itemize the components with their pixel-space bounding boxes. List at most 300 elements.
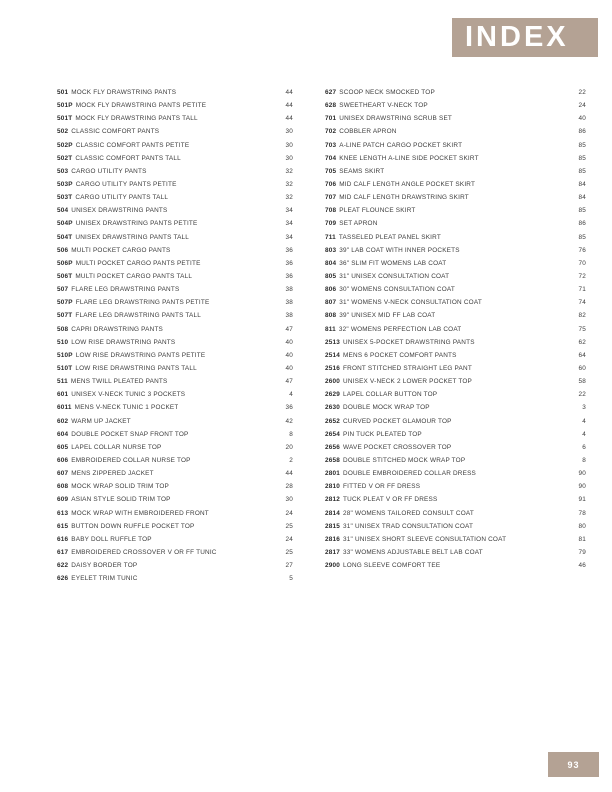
- index-entry: [57, 507, 293, 520]
- entry-page-number: 81: [578, 535, 586, 543]
- entry-page-number: 30: [285, 496, 293, 504]
- entry-text: [57, 507, 209, 520]
- entry-page-number: 38: [285, 286, 293, 294]
- entry-code: 502P: [57, 141, 73, 149]
- index-entry: [57, 493, 293, 506]
- entry-text: [325, 217, 378, 230]
- entry-text: [325, 375, 472, 388]
- entry-code: 806: [325, 286, 337, 294]
- entry-page-number: 85: [578, 167, 586, 175]
- index-entry: [57, 559, 293, 572]
- index-entry: [325, 309, 586, 322]
- entry-code: 2656: [325, 443, 341, 451]
- entry-text: [57, 415, 131, 428]
- entry-text: [325, 86, 435, 99]
- entry-text: [57, 191, 168, 204]
- entry-code: 2630: [325, 404, 341, 412]
- entry-text: [57, 401, 178, 414]
- entry-name: BABY DOLL RUFFLE TOP: [71, 535, 152, 543]
- entry-page-number: 36: [285, 404, 293, 412]
- entry-name: CAPRI DRAWSTRING PANTS: [71, 325, 164, 333]
- entry-name: MULTI POCKET CARGO PANTS TALL: [75, 272, 193, 280]
- entry-page-number: 70: [578, 259, 586, 267]
- entry-page-number: 4: [582, 430, 586, 438]
- entry-page-number: 40: [578, 115, 586, 123]
- index-entry: [57, 125, 293, 138]
- entry-page-number: 42: [285, 417, 293, 425]
- entry-name: LOW RISE DRAWSTRING PANTS: [71, 338, 176, 346]
- entry-page-number: 85: [578, 141, 586, 149]
- entry-text: [57, 257, 201, 270]
- entry-name: FRONT STITCHED STRAIGHT LEG PANT: [343, 364, 472, 372]
- entry-name: DOUBLE STITCHED MOCK WRAP TOP: [343, 456, 466, 464]
- entry-text: [57, 572, 138, 585]
- entry-code: 2810: [325, 483, 341, 491]
- entry-text: [325, 178, 475, 191]
- entry-page-number: 47: [285, 325, 293, 333]
- entry-code: 704: [325, 154, 337, 162]
- entry-page-number: 30: [285, 154, 293, 162]
- entry-page-number: 4: [582, 417, 586, 425]
- index-entry: [325, 480, 586, 493]
- entry-text: [57, 441, 162, 454]
- entry-page-number: 84: [578, 194, 586, 202]
- entry-name: MENS 6 POCKET COMFORT PANTS: [343, 351, 457, 359]
- index-entry: [57, 112, 293, 125]
- entry-page-number: 86: [578, 128, 586, 136]
- index-entry: [57, 99, 293, 112]
- entry-text: [325, 362, 472, 375]
- entry-name: 33" WOMENS ADJUSTABLE BELT LAB COAT: [343, 548, 483, 556]
- index-entry: [325, 507, 586, 520]
- index-entry: [57, 309, 293, 322]
- entry-text: [325, 309, 435, 322]
- entry-code: 508: [57, 325, 69, 333]
- entry-text: [57, 480, 169, 493]
- index-entry: [57, 388, 293, 401]
- index-entry: [325, 152, 586, 165]
- entry-name: LAPEL COLLAR BUTTON TOP: [343, 391, 438, 399]
- entry-code: 506: [57, 246, 69, 254]
- entry-page-number: 22: [578, 391, 586, 399]
- entry-name: MOCK FLY DRAWSTRING PANTS: [71, 89, 177, 96]
- entry-code: 702: [325, 128, 337, 136]
- entry-code: 707: [325, 194, 337, 202]
- entry-code: 510: [57, 338, 69, 346]
- entry-name: MOCK FLY DRAWSTRING PANTS PETITE: [75, 102, 207, 110]
- entry-name: EMBROIDERED COLLAR NURSE TOP: [71, 456, 191, 464]
- entry-text: [325, 388, 437, 401]
- entry-name: UNISEX DRAWSTRING PANTS: [71, 207, 168, 215]
- entry-name: CURVED POCKET GLAMOUR TOP: [343, 417, 452, 425]
- entry-code: 511: [57, 378, 68, 386]
- entry-name: UNISEX V-NECK TUNIC 3 POCKETS: [71, 391, 186, 399]
- entry-code: 604: [57, 430, 69, 438]
- entry-text: [325, 559, 440, 572]
- entry-code: 2815: [325, 522, 341, 530]
- entry-code: 626: [57, 575, 69, 583]
- index-entry: [325, 217, 586, 230]
- entry-code: 2817: [325, 548, 341, 556]
- entry-name: 39" UNISEX MID FF LAB COAT: [339, 312, 436, 320]
- entry-code: 2801: [325, 470, 341, 478]
- index-entry: [325, 99, 586, 112]
- index-entry: [57, 231, 293, 244]
- index-entry: [325, 125, 586, 138]
- entry-text: [325, 441, 451, 454]
- entry-page-number: 86: [578, 220, 586, 228]
- entry-page-number: 34: [285, 207, 293, 215]
- entry-code: 804: [325, 259, 337, 267]
- entry-name: UNISEX V-NECK 2 LOWER POCKET TOP: [343, 378, 472, 386]
- entry-page-number: 75: [578, 325, 586, 333]
- entry-page-number: 30: [285, 141, 293, 149]
- index-entry: [57, 401, 293, 414]
- entry-code: 808: [325, 312, 337, 320]
- entry-name: WARM UP JACKET: [71, 417, 131, 425]
- entry-code: 807: [325, 299, 337, 307]
- entry-name: CARGO UTILITY PANTS PETITE: [75, 180, 177, 188]
- index-entry: [325, 270, 586, 283]
- entry-name: 28" WOMENS TAILORED CONSULT COAT: [343, 509, 474, 517]
- entry-text: [57, 244, 171, 257]
- entry-page-number: 58: [578, 378, 586, 386]
- entry-page-number: 4: [289, 391, 293, 399]
- index-entry: [325, 520, 586, 533]
- index-entry: [325, 546, 586, 559]
- index-entry: [57, 520, 293, 533]
- entry-code: 504P: [57, 220, 73, 228]
- entry-text: [57, 99, 206, 112]
- entry-code: 2900: [325, 562, 341, 570]
- index-entry: [57, 415, 293, 428]
- entry-text: [325, 349, 457, 362]
- entry-page-number: 71: [578, 286, 586, 294]
- entry-code: 503: [57, 167, 69, 175]
- entry-name: MULTI POCKET CARGO PANTS: [71, 246, 171, 254]
- entry-code: 803: [325, 246, 337, 254]
- index-entry: [57, 86, 293, 99]
- entry-name: TASSELED PLEAT PANEL SKIRT: [338, 233, 441, 241]
- entry-text: [57, 86, 176, 99]
- entry-text: [325, 165, 384, 178]
- index-entry: [325, 467, 586, 480]
- entry-page-number: 38: [285, 299, 293, 307]
- index-entry: [325, 86, 586, 99]
- index-entry: [57, 165, 293, 178]
- entry-text: [325, 533, 506, 546]
- index-column-right: [325, 86, 586, 572]
- entry-page-number: 36: [285, 272, 293, 280]
- entry-text: [57, 112, 198, 125]
- entry-name: UNISEX DRAWSTRING PANTS PETITE: [75, 220, 198, 228]
- index-entry: [57, 533, 293, 546]
- index-entry: [325, 559, 586, 572]
- entry-page-number: 40: [285, 351, 293, 359]
- entry-text: [325, 231, 441, 244]
- entry-name: ASIAN STYLE SOLID TRIM TOP: [71, 496, 171, 504]
- entry-code: 501: [57, 89, 69, 96]
- entry-name: A-LINE PATCH CARGO POCKET SKIRT: [339, 141, 463, 149]
- entry-code: 2652: [325, 417, 341, 425]
- entry-name: TUCK PLEAT V OR FF DRESS: [343, 496, 438, 504]
- entry-code: 607: [57, 470, 69, 478]
- entry-code: 2513: [325, 338, 341, 346]
- entry-page-number: 60: [578, 364, 586, 372]
- entry-name: PLEAT FLOUNCE SKIRT: [339, 207, 416, 215]
- entry-code: 510T: [57, 364, 73, 372]
- entry-code: 2516: [325, 364, 341, 372]
- entry-text: [57, 283, 179, 296]
- entry-text: [57, 270, 192, 283]
- entry-text: [325, 244, 460, 257]
- index-entry: [57, 441, 293, 454]
- entry-code: 703: [325, 141, 337, 149]
- entry-name: 36" SLIM FIT WOMENS LAB COAT: [339, 259, 447, 267]
- entry-text: [325, 257, 446, 270]
- index-entry: [325, 415, 586, 428]
- entry-code: 2816: [325, 535, 341, 543]
- index-column-left: [57, 86, 293, 585]
- entry-code: 617: [57, 548, 69, 556]
- entry-text: [325, 99, 428, 112]
- entry-code: 601: [57, 391, 69, 399]
- index-entry: [57, 178, 293, 191]
- entry-page-number: 22: [578, 89, 586, 96]
- entry-page-number: 46: [578, 562, 586, 570]
- entry-code: 506T: [57, 272, 73, 280]
- index-entry: [325, 112, 586, 125]
- entry-text: [57, 336, 175, 349]
- entry-name: UNISEX DRAWSTRING PANTS TALL: [75, 233, 190, 241]
- entry-code: 616: [57, 535, 69, 543]
- entry-text: [325, 454, 465, 467]
- entry-page-number: 34: [285, 220, 293, 228]
- entry-code: 501T: [57, 115, 73, 123]
- entry-name: 30" WOMENS CONSULTATION COAT: [339, 286, 455, 294]
- entry-text: [57, 152, 181, 165]
- entry-text: [325, 283, 455, 296]
- entry-name: LONG SLEEVE COMFORT TEE: [343, 562, 441, 570]
- entry-text: [325, 507, 474, 520]
- entry-page-number: 82: [578, 312, 586, 320]
- entry-code: 2658: [325, 456, 341, 464]
- index-entry: [57, 467, 293, 480]
- entry-page-number: 24: [578, 102, 586, 110]
- index-entry: [57, 428, 293, 441]
- entry-name: FLARE LEG DRAWSTRING PANTS: [71, 286, 180, 294]
- entry-text: [57, 493, 171, 506]
- entry-name: DOUBLE MOCK WRAP TOP: [343, 404, 430, 412]
- entry-page-number: 44: [285, 115, 293, 123]
- entry-text: [325, 323, 461, 336]
- index-entry: [57, 375, 293, 388]
- entry-page-number: 24: [285, 509, 293, 517]
- entry-name: MOCK FLY DRAWSTRING PANTS TALL: [75, 115, 198, 123]
- index-entry: [325, 493, 586, 506]
- entry-page-number: 3: [582, 404, 586, 412]
- entry-code: 502T: [57, 154, 73, 162]
- entry-name: KNEE LENGTH A-LINE SIDE POCKET SKIRT: [339, 154, 479, 162]
- entry-page-number: 80: [578, 522, 586, 530]
- entry-code: 502: [57, 128, 69, 136]
- entry-code: 706: [325, 180, 337, 188]
- entry-text: [57, 559, 137, 572]
- entry-page-number: 25: [285, 548, 293, 556]
- entry-page-number: 24: [285, 535, 293, 543]
- entry-name: COBBLER APRON: [339, 128, 397, 136]
- entry-code: 628: [325, 102, 337, 110]
- entry-text: [325, 415, 452, 428]
- entry-page-number: 30: [285, 128, 293, 136]
- entry-code: 613: [57, 509, 69, 517]
- entry-code: 627: [325, 89, 337, 96]
- entry-name: 32" WOMENS PERFECTION LAB COAT: [338, 325, 462, 333]
- entry-code: 503P: [57, 180, 73, 188]
- entry-name: LOW RISE DRAWSTRING PANTS PETITE: [75, 351, 206, 359]
- entry-page-number: 79: [578, 548, 586, 556]
- entry-page-number: 47: [285, 378, 293, 386]
- entry-text: [325, 112, 452, 125]
- entry-page-number: 74: [578, 299, 586, 307]
- index-entry: [57, 296, 293, 309]
- index-entry: [325, 165, 586, 178]
- entry-text: [57, 125, 159, 138]
- entry-page-number: 32: [285, 180, 293, 188]
- entry-name: DOUBLE POCKET SNAP FRONT TOP: [71, 430, 189, 438]
- entry-name: UNISEX 5-POCKET DRAWSTRING PANTS: [343, 338, 475, 346]
- entry-page-number: 85: [578, 154, 586, 162]
- entry-code: 701: [325, 115, 337, 123]
- entry-name: 31" UNISEX SHORT SLEEVE CONSULTATION COAT: [343, 535, 507, 543]
- entry-page-number: 6: [582, 443, 586, 451]
- index-entry: [57, 257, 293, 270]
- index-entry: [57, 323, 293, 336]
- entry-page-number: 44: [285, 89, 293, 96]
- index-entry: [325, 178, 586, 191]
- entry-name: PIN TUCK PLEATED TOP: [343, 430, 422, 438]
- entry-text: [57, 362, 197, 375]
- entry-page-number: 8: [289, 430, 293, 438]
- entry-name: MID CALF LENGTH DRAWSTRING SKIRT: [339, 194, 469, 202]
- entry-code: 510P: [57, 351, 73, 359]
- entry-page-number: 62: [578, 338, 586, 346]
- index-banner: [452, 18, 598, 57]
- entry-code: 709: [325, 220, 337, 228]
- entry-page-number: 64: [578, 351, 586, 359]
- entry-page-number: 28: [285, 483, 293, 491]
- index-entry: [57, 204, 293, 217]
- entry-name: DOUBLE EMBROIDERED COLLAR DRESS: [343, 470, 477, 478]
- entry-name: MENS ZIPPERED JACKET: [71, 470, 154, 478]
- entry-code: 2814: [325, 509, 341, 517]
- page-title: INDEX: [465, 21, 569, 53]
- entry-text: [57, 231, 189, 244]
- entry-name: SCOOP NECK SMOCKED TOP: [339, 89, 435, 96]
- index-entry: [57, 349, 293, 362]
- entry-name: EMBROIDERED CROSSOVER V OR FF TUNIC: [71, 548, 217, 556]
- entry-name: 31" WOMENS V-NECK CONSULTATION COAT: [339, 299, 482, 307]
- index-entry: [57, 244, 293, 257]
- index-entry: [325, 388, 586, 401]
- entry-text: [57, 388, 185, 401]
- index-entry: [325, 349, 586, 362]
- entry-name: 31" UNISEX CONSULTATION COAT: [339, 272, 450, 280]
- index-entry: [325, 191, 586, 204]
- index-entry: [57, 283, 293, 296]
- entry-code: 609: [57, 496, 69, 504]
- entry-code: 602: [57, 417, 69, 425]
- index-entry: [57, 454, 293, 467]
- entry-code: 608: [57, 483, 69, 491]
- entry-page-number: 84: [578, 180, 586, 188]
- entry-text: [57, 204, 167, 217]
- entry-name: MID CALF LENGTH ANGLE POCKET SKIRT: [339, 180, 476, 188]
- index-entry: [325, 362, 586, 375]
- entry-text: [325, 480, 420, 493]
- index-entry: [57, 480, 293, 493]
- index-entry: [325, 231, 586, 244]
- entry-page-number: 32: [285, 194, 293, 202]
- entry-code: 622: [57, 562, 69, 570]
- entry-page-number: 85: [578, 233, 586, 241]
- entry-code: 811: [325, 325, 336, 333]
- entry-name: CARGO UTILITY PANTS TALL: [75, 194, 169, 202]
- entry-code: 507: [57, 286, 69, 294]
- entry-text: [57, 178, 177, 191]
- entry-text: [57, 454, 191, 467]
- entry-code: 504T: [57, 233, 73, 241]
- entry-code: 2812: [325, 496, 341, 504]
- entry-page-number: 8: [582, 456, 586, 464]
- entry-name: FITTED V OR FF DRESS: [343, 483, 421, 491]
- entry-name: UNISEX DRAWSTRING SCRUB SET: [339, 115, 453, 123]
- entry-name: MENS TWILL PLEATED PANTS: [70, 378, 168, 386]
- entry-text: [57, 467, 154, 480]
- entry-page-number: 44: [285, 470, 293, 478]
- entry-page-number: 36: [285, 259, 293, 267]
- entry-name: WAVE POCKET CROSSOVER TOP: [343, 443, 452, 451]
- entry-name: SEAMS SKIRT: [339, 167, 385, 175]
- entry-name: CARGO UTILITY PANTS: [71, 167, 147, 175]
- index-entry: [325, 296, 586, 309]
- entry-page-number: 38: [285, 312, 293, 320]
- entry-page-number: 85: [578, 207, 586, 215]
- index-entry: [325, 336, 586, 349]
- entry-code: 606: [57, 456, 69, 464]
- entry-text: [325, 428, 422, 441]
- entry-code: 605: [57, 443, 69, 451]
- entry-text: [57, 165, 147, 178]
- entry-page-number: 72: [578, 272, 586, 280]
- entry-code: 2600: [325, 378, 341, 386]
- entry-page-number: 34: [285, 233, 293, 241]
- entry-page-number: 2: [289, 456, 293, 464]
- entry-text: [325, 296, 482, 309]
- entry-text: [325, 520, 473, 533]
- entry-page-number: 91: [578, 496, 586, 504]
- page-number-badge: [548, 752, 599, 777]
- entry-code: 504: [57, 207, 69, 215]
- index-entry: [57, 336, 293, 349]
- entry-code: 2654: [325, 430, 341, 438]
- entry-page-number: 40: [285, 338, 293, 346]
- entry-page-number: 78: [578, 509, 586, 517]
- entry-name: EYELET TRIM TUNIC: [71, 575, 138, 583]
- entry-code: 507P: [57, 299, 73, 307]
- page-number: 93: [567, 759, 580, 770]
- entry-page-number: 76: [578, 246, 586, 254]
